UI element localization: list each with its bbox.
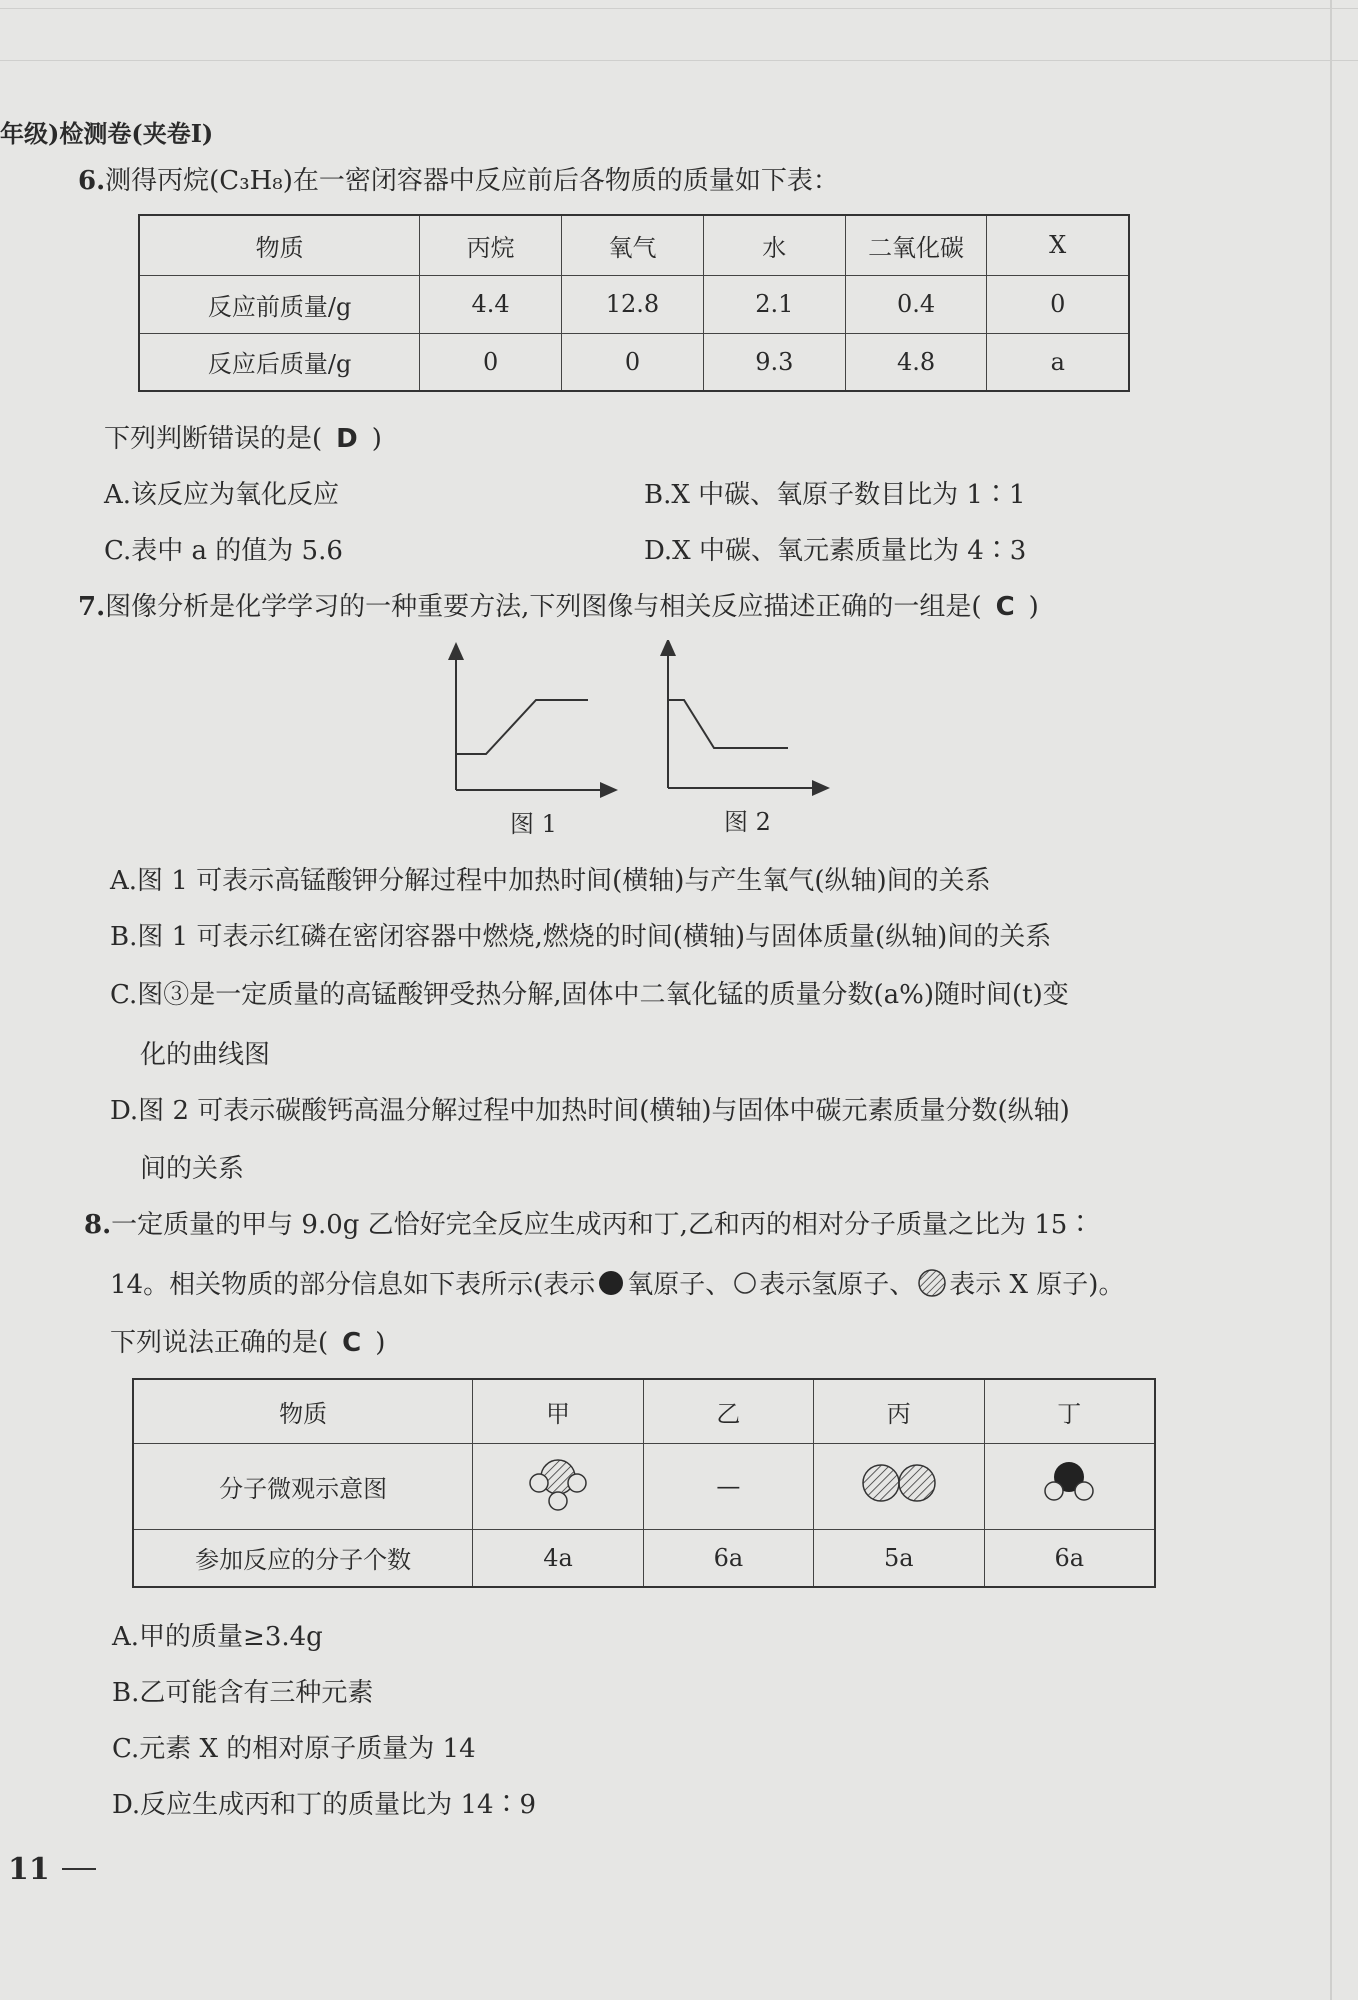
q6-number: 6. [78,166,106,196]
q6-prompt-close: ) [371,424,382,454]
page-number-dash [62,1868,96,1870]
q8-row-label: 分子微观示意图 [133,1443,473,1529]
q7-stem-text: 图像分析是化学学习的一种重要方法,下列图像与相关反应描述正确的一组是( [105,592,982,622]
q7-figure-2 [654,640,834,800]
q8-header-cell: 丁 [984,1379,1155,1443]
q8-option-a: A.甲的质量≥3.4g [112,1622,323,1652]
q8-answer: C [342,1328,362,1358]
q8-bing-diagram-cell [813,1443,984,1529]
q8-prompt-close: ) [375,1328,386,1358]
q7-option-b: B.图 1 可表示红磷在密闭容器中燃烧,燃烧的时间(横轴)与固体质量(纵轴)间的关系 [110,922,1052,952]
q6-header-cell: 物质 [139,215,420,275]
q6-option-c: C.表中 a 的值为 5.6 [104,536,343,566]
q8-stem-text-2c: 表示氢原子、 [759,1270,916,1300]
q8-header-cell: 乙 [643,1379,813,1443]
q7-option-d-line1: D.图 2 可表示碳酸钙高温分解过程中加热时间(横轴)与固体中碳元素质量分数(纵轴) [110,1096,1070,1126]
ding-molecule-icon [1034,1453,1104,1513]
q6-prompt-text: 下列判断错误的是( [104,424,323,454]
q6-option-b: B.X 中碳、氧原子数目比为 1∶1 [644,480,1026,510]
q6-option-a: A.该反应为氧化反应 [104,480,340,510]
q7-figure-2-caption: 图 2 [724,808,771,836]
q6-row-label: 反应后质量/g [139,333,420,391]
q6-header-cell: 水 [703,215,845,275]
q8-count-cell: 4a [473,1529,644,1587]
q6-cell: 4.4 [420,275,562,333]
q7-number: 7. [78,592,106,622]
q7-figure-1 [440,640,620,800]
q7-option-a: A.图 1 可表示高锰酸钾分解过程中加热时间(横轴)与产生氧气(纵轴)间的关系 [110,866,991,896]
x-atom-icon [917,1268,947,1298]
q7-stem [78,586,1039,623]
q6-header-cell: 氧气 [561,215,703,275]
q8-stem-line1 [84,1204,1093,1241]
q8-option-c: C.元素 X 的相对原子质量为 14 [112,1734,476,1764]
q8-stem-text-2b: 氧原子、 [627,1270,732,1300]
q6-cell: 4.8 [845,333,987,391]
jia-molecule-icon [513,1447,603,1519]
q8-yi-diagram-cell: — [643,1443,813,1529]
q8-prompt [110,1322,385,1359]
page-edge-line [0,8,1358,9]
q8-prompt-text: 下列说法正确的是( [110,1328,329,1358]
q6-row-label: 反应前质量/g [139,275,420,333]
q6-cell: 0 [420,333,562,391]
bing-molecule-icon [854,1458,944,1508]
q7-answer: C [995,592,1015,622]
q6-cell: 9.3 [703,333,845,391]
q8-header-cell: 丙 [813,1379,984,1443]
q8-stem-text-2d: 表示 X 原子)。 [949,1270,1125,1300]
q7-option-d-line2: 间的关系 [140,1154,245,1184]
q6-header-cell: 二氧化碳 [845,215,987,275]
fig2-curve [668,700,788,748]
fig1-curve [456,700,588,754]
q6-cell: 12.8 [561,275,703,333]
q6-cell: 0.4 [845,275,987,333]
q8-ding-diagram-cell [984,1443,1155,1529]
q6-cell: 2.1 [703,275,845,333]
q8-count-cell: 6a [984,1529,1155,1587]
q6-cell: a [987,333,1129,391]
q8-stem-text-2a: 14。相关物质的部分信息如下表所示(表示 [110,1270,596,1300]
q8-number: 8. [84,1210,112,1240]
page-edge-line [0,60,1358,61]
q6-header-cell: 丙烷 [420,215,562,275]
q6-stem [78,160,839,197]
q8-stem-line2 [110,1264,1124,1301]
page-header: 年级)检测卷(夹卷Ⅰ) [0,119,214,148]
q6-answer: D [336,424,358,454]
q6-stem-text: 测得丙烷(C₃H₈)在一密闭容器中反应前后各物质的质量如下表： [105,166,839,196]
page-side-line [1330,0,1332,2000]
q8-count-cell: 5a [813,1529,984,1587]
q6-header-cell: X [987,215,1129,275]
q8-jia-diagram-cell [473,1443,644,1529]
q6-cell: 0 [561,333,703,391]
page-number: 11 [8,1852,50,1887]
q7-stem-close: ) [1028,592,1039,622]
q7-option-c-line1: C.图③是一定质量的高锰酸钾受热分解,固体中二氧化锰的质量分数(a%)随时间(t)变 [110,980,1069,1010]
q8-option-b: B.乙可能含有三种元素 [112,1678,374,1708]
q8-header-cell: 物质 [133,1379,473,1443]
q6-prompt [104,418,382,455]
oxygen-atom-icon [597,1269,625,1297]
q6-table [138,214,1130,392]
hydrogen-atom-icon [733,1271,757,1295]
q8-stem-text-1: 一定质量的甲与 9.0g 乙恰好完全反应生成丙和丁,乙和丙的相对分子质量之比为 15∶ [111,1210,1094,1240]
q7-figure-1-caption: 图 1 [510,810,557,838]
q6-cell: 0 [987,275,1129,333]
q8-count-cell: 6a [643,1529,813,1587]
q8-header-cell: 甲 [473,1379,644,1443]
q8-row-label: 参加反应的分子个数 [133,1529,473,1587]
q7-option-c-line2: 化的曲线图 [140,1040,271,1070]
q6-option-d: D.X 中碳、氧元素质量比为 4∶3 [644,536,1027,566]
q8-option-d: D.反应生成丙和丁的质量比为 14∶9 [112,1790,537,1820]
q8-table [132,1378,1156,1588]
